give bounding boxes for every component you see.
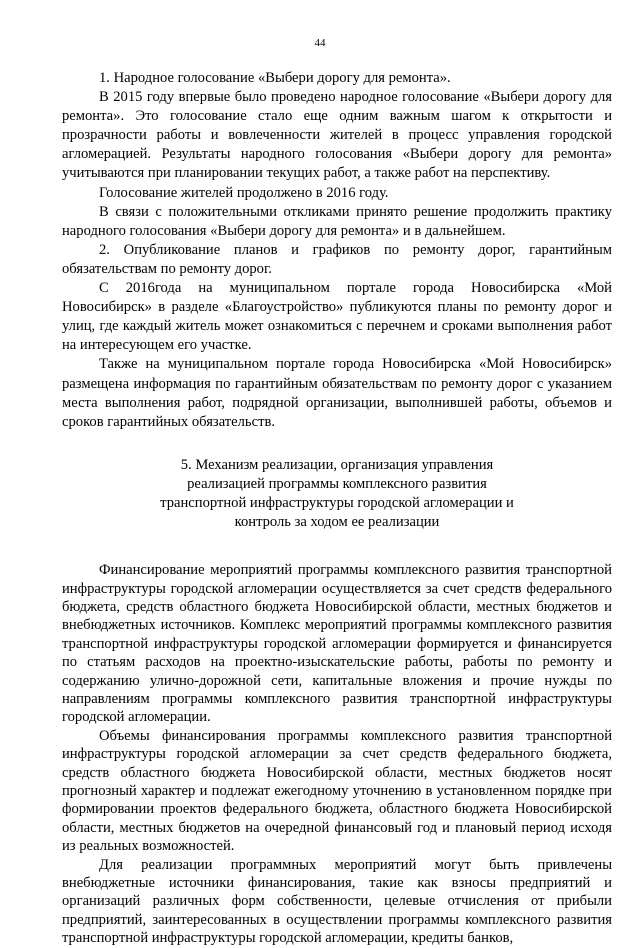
section-heading-line: транспортной инфраструктуры городской агломерации и <box>160 494 514 511</box>
section-heading-line: контроль за ходом ее реализации <box>234 514 440 531</box>
paragraph: Объемы финансирования программы комплексного развития транспортной инфраструктуры городской агломерации за счет средств федерального бюджета, средств областного бюджета Новосибирской области, местных бюджетов носят прогнозный характер и подлежат ежегодному уточнению в установленном порядке при формировании проектов федерального бюджета, областного бюджета Новосибирской области, местных бюджетов на очередной финансовый год и плановый период исходя из реальных возможностей. <box>62 727 612 855</box>
paragraph: Также на муниципальном портале города Новосибирска «Мой Новосибирск» размещена информация по гарантийным обязательствам по ремонту дорог с указанием места выполнения работ, подрядной организации, выполнившей работы, объемов и сроков гарантийных обязательств. <box>62 356 612 430</box>
section-heading-line: 5. Механизм реализации, организация управления <box>180 456 494 473</box>
section-heading-line: реализацией программы комплексного развития <box>187 475 487 492</box>
section-heading <box>62 456 612 532</box>
page-number: 44 <box>314 37 326 49</box>
paragraph: В 2015 году впервые было проведено народное голосование «Выбери дорогу для ремонта». Это голосование стало еще одним важным шагом к открытости и прозрачности работы и вовлеченности жителей в процесс управления городской агломерацией. Результаты народного голосования «Выбери дорогу для ремонта» учитываются при планировании текущих работ, а также работ на перспективу. <box>62 89 612 182</box>
document-body <box>62 69 612 948</box>
section-body <box>62 561 612 948</box>
paragraph: С 2016года на муниципальном портале города Новосибирска «Мой Новосибирск» в разделе «Благоустройство» публикуются планы по ремонту дорог и улиц, где каждый житель может ознакомиться с перечнем и сроками выполнения работ на интересующем его участке. <box>62 280 612 354</box>
paragraph: Для реализации программных мероприятий могут быть привлечены внебюджетные источники финансирования, такие как взносы предприятий и организаций различных форм собственности, целевые отчисления от прибыли предприятий, заинтересованных в осуществлении программы комплексного развития транспортной инфраструктуры городской агломерации, кредиты банков, <box>62 856 612 947</box>
paragraph: Голосование жителей продолжено в 2016 году. <box>99 184 389 201</box>
paragraph: В связи с положительными откликами принято решение продолжить практику народного голосования «Выбери дорогу для ремонта» и в дальнейшем. <box>62 203 612 239</box>
paragraph: 1. Народное голосование «Выбери дорогу для ремонта». <box>99 70 451 86</box>
paragraph: 2. Опубликование планов и графиков по ремонту дорог, гарантийным обязательствам по ремонту дорог. <box>62 241 612 277</box>
paragraph: Финансирование мероприятий программы комплексного развития транспортной инфраструктуры городской агломерации осуществляется за счет средств федерального бюджета, средств областного бюджета Новосибирской области, местных бюджетов и внебюджетных источников. Комплекс мероприятий программы комплексного развития транспортной инфраструктуры городской агломерации формируется и финансируется по статьям расходов на проектно-изыскательские работы, работы по ремонту и содержанию улично-дорожной сети, капитальные вложения и прочие нужды по направлениям программы комплексного развития транспортной инфраструктуры городской агломерации. <box>62 562 612 726</box>
